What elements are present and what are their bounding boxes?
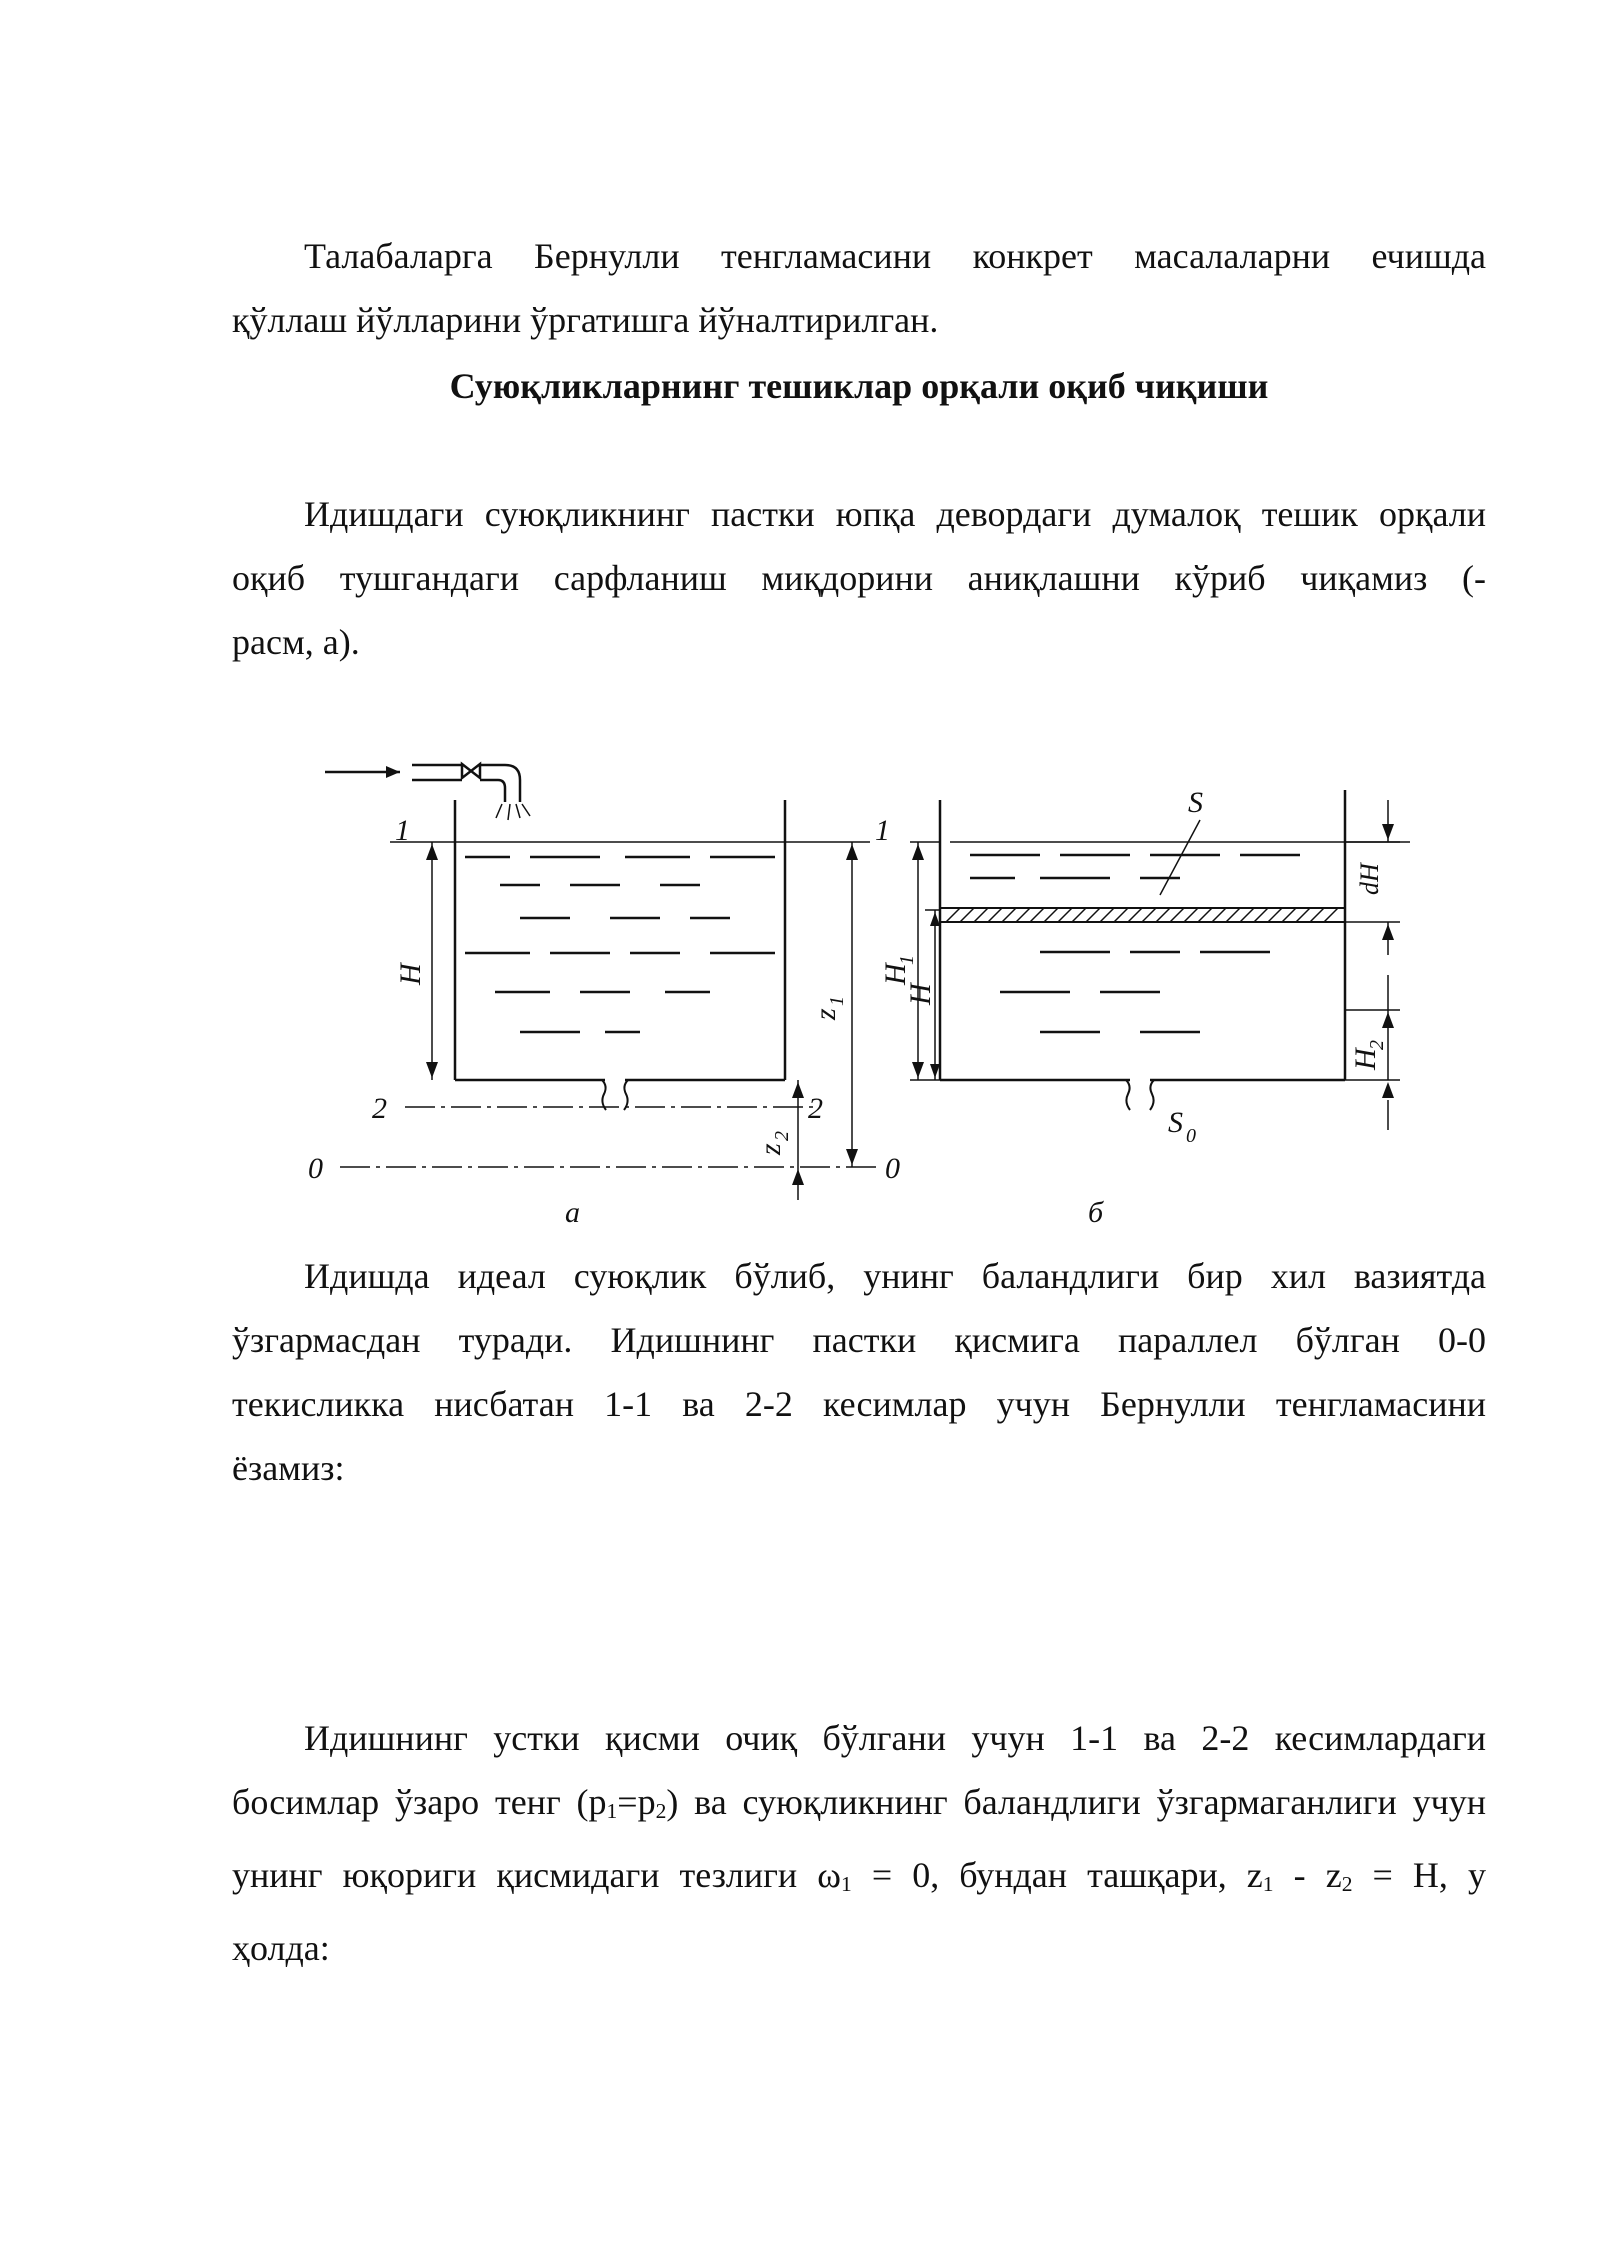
label-z2-sub: 2 <box>771 1131 793 1141</box>
para1-line-1: Идишдаги суюқликнинг пастки юпқа девордаги думалоқ тешик орқали <box>304 494 1486 534</box>
paragraph-1 <box>232 482 1486 674</box>
para3-line-4: ҳолда: <box>232 1928 330 1968</box>
para3-line-1: Идишнинг устки қисми очиқ бўлгани учун 1-1 ва 2-2 кесимлардаги <box>304 1718 1486 1758</box>
label-2-right: 2 <box>808 1092 823 1125</box>
para2-line-3: текисликка нисбатан 1-1 ва 2-2 кесимлар учун Бернулли тенгламасини <box>232 1384 1486 1424</box>
label-H-b: H <box>904 983 937 1005</box>
omega1-subscript: 1 <box>840 1872 852 1896</box>
section-heading: Суюқликларнинг тешиклар орқали оқиб чиқиши <box>449 366 1269 406</box>
para3-line-3 <box>232 1843 1486 1916</box>
tank-figure <box>280 760 1420 1240</box>
label-dH: dH <box>1355 863 1384 895</box>
para3-line-3-d: = H, у <box>1352 1855 1486 1895</box>
intro-line-1: Талабаларга Бернулли тенгламасини конкрет масалаларни ечишда <box>304 236 1486 276</box>
para3-line-3-a: унинг юқориги қисмидаги тезлиги ω <box>232 1855 841 1895</box>
para3-line-2 <box>232 1770 1486 1843</box>
label-z2: z <box>754 1143 787 1155</box>
paragraph-2 <box>232 1244 1486 1500</box>
label-S: S <box>1188 786 1203 819</box>
label-1-right: 1 <box>875 814 890 847</box>
orifice-a-jet <box>602 1080 628 1110</box>
label-2-left: 2 <box>372 1092 387 1125</box>
valve-icon <box>462 764 480 778</box>
para3-line-3-b: = 0, бундан ташқари, z <box>851 1855 1263 1895</box>
intro-paragraph <box>232 224 1486 352</box>
label-S0: S <box>1168 1106 1183 1139</box>
figure-b-labels <box>879 786 1388 1229</box>
para1-line-3: расм, а). <box>232 622 360 662</box>
para3-line-2-a: босимлар ўзаро тенг (p <box>232 1782 607 1822</box>
para3-line-2-b: =p <box>617 1782 656 1822</box>
paragraph-3 <box>232 1706 1486 1980</box>
label-z1-sub: 1 <box>826 996 848 1006</box>
para3-line-3-c: - z <box>1273 1855 1342 1895</box>
label-H1: H <box>879 963 912 985</box>
inlet-spray <box>496 804 530 820</box>
para2-line-4: ёзамиз: <box>232 1448 345 1488</box>
liquid-dashes-b <box>970 855 1300 1032</box>
para2-line-1: Идишда идеал суюқлик бўлиб, унинг баландлиги бир хил вазиятда <box>304 1256 1486 1296</box>
inlet-arrow-head <box>386 766 400 778</box>
label-H1-sub: 1 <box>896 955 918 965</box>
label-1-left: 1 <box>395 814 410 847</box>
label-H2: H <box>1349 1048 1382 1070</box>
z1-subscript: 1 <box>1262 1872 1274 1896</box>
S-leader <box>1160 820 1200 895</box>
para1-line-2-dash: - <box>1474 558 1486 598</box>
figure-b <box>910 790 1410 1130</box>
inlet-elbow-outer <box>480 765 520 802</box>
orifice-b-jet <box>1126 1080 1154 1110</box>
intro-line-2: қўллаш йўлларини ўргатишга йўналтирилган. <box>232 300 939 340</box>
para1-line-2-text: оқиб тушгандаги сарфланиш миқдорини аниқлашни кўриб чиқамиз ( <box>232 558 1474 598</box>
label-z1: z <box>809 1008 842 1020</box>
label-0-left: 0 <box>308 1152 323 1185</box>
label-H-a: H <box>394 963 427 985</box>
para1-line-2 <box>232 546 1486 610</box>
caption-a: a <box>565 1196 580 1229</box>
label-0-right: 0 <box>885 1152 900 1185</box>
liquid-dashes-a <box>465 857 775 1032</box>
para2-line-2: ўзгармасдан туради. Идишнинг пастки қисмига параллел бўлган 0-0 <box>232 1320 1486 1360</box>
caption-b: б <box>1088 1196 1104 1229</box>
p1-subscript: 1 <box>606 1799 618 1823</box>
p2-subscript: 2 <box>655 1799 667 1823</box>
para3-line-2-c: ) ва суюқликнинг баландлиги ўзгармаганлиги учун <box>666 1782 1486 1822</box>
hatch-lines <box>946 908 1338 922</box>
z2-subscript: 2 <box>1341 1872 1353 1896</box>
label-H2-sub: 2 <box>1366 1040 1388 1050</box>
label-S0-sub: 0 <box>1186 1125 1196 1147</box>
inlet-elbow-inner <box>480 780 505 802</box>
